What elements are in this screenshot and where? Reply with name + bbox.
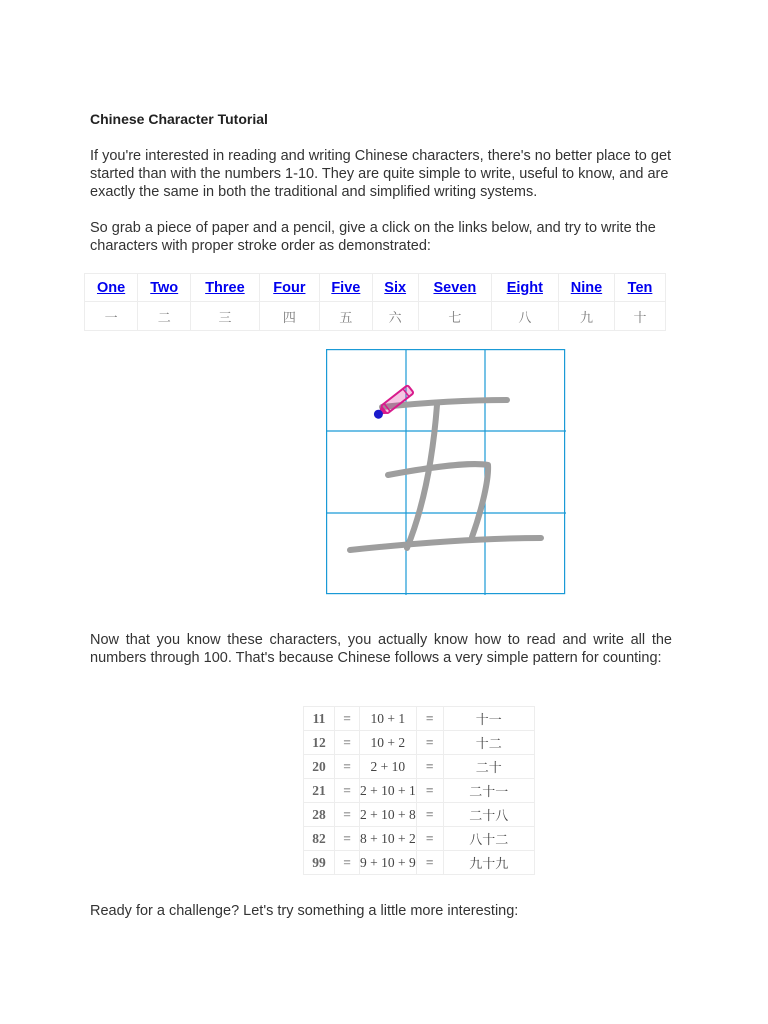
counting-number: 20 [304, 755, 335, 779]
counting-expression: 10 + 1 [360, 707, 417, 731]
counting-equals-sign: = [335, 755, 360, 779]
counting-equals-sign: = [335, 851, 360, 875]
char-six: 六 [372, 302, 418, 331]
counting-equals-sign: = [416, 851, 443, 875]
counting-row [304, 803, 535, 827]
grid-border [327, 350, 565, 594]
numbers-table [84, 273, 666, 331]
char-eight: 八 [491, 302, 558, 331]
counting-chinese-number: 二十 [443, 755, 534, 779]
counting-expression: 2 + 10 + 1 [360, 779, 417, 803]
counting-equals-sign: = [335, 731, 360, 755]
stroke-hook [388, 464, 488, 537]
link-seven[interactable]: Seven [433, 279, 477, 296]
counting-row [304, 755, 535, 779]
stroke-order-demo [326, 349, 566, 595]
counting-chinese-number: 十一 [443, 707, 534, 731]
link-eight[interactable]: Eight [506, 279, 543, 296]
char-four: 四 [259, 302, 319, 331]
counting-expression: 9 + 10 + 9 [360, 851, 417, 875]
counting-expression: 10 + 2 [360, 731, 417, 755]
counting-number: 11 [304, 707, 335, 731]
link-two[interactable]: Two [150, 279, 179, 296]
counting-equals-sign: = [335, 827, 360, 851]
char-ten: 十 [615, 302, 666, 331]
counting-chinese-number: 二十一 [443, 779, 534, 803]
counting-row [304, 827, 535, 851]
stroke-bottom-horizontal [350, 538, 541, 550]
counting-equals-sign: = [335, 803, 360, 827]
counting-equals-sign: = [416, 731, 443, 755]
intro-paragraph: If you're interested in reading and writing Chinese characters, there's no better place to get started than with the numbers 1-10. They are quite simple to write, useful to know, and are exactly the same in both the traditional and simplified writing systems. [90, 148, 672, 200]
link-six[interactable]: Six [384, 279, 407, 296]
counting-equals-sign: = [416, 755, 443, 779]
char-three: 三 [191, 302, 259, 331]
char-five: 五 [320, 302, 372, 331]
counting-equals-sign: = [416, 707, 443, 731]
pencil-body [381, 385, 414, 414]
counting-chinese-number: 十二 [443, 731, 534, 755]
counting-row [304, 731, 535, 755]
challenge-paragraph: Ready for a challenge? Let's try something a little more interesting: [90, 903, 519, 919]
link-three[interactable]: Three [205, 279, 245, 296]
link-nine[interactable]: Nine [570, 279, 603, 296]
counting-expression: 2 + 10 [360, 755, 417, 779]
counting-row [304, 851, 535, 875]
counting-equals-sign: = [416, 827, 443, 851]
counting-number: 21 [304, 779, 335, 803]
counting-row [304, 779, 535, 803]
link-five[interactable]: Five [331, 279, 361, 296]
counting-chinese-number: 八十二 [443, 827, 534, 851]
number-links-row [85, 274, 666, 302]
counting-row [304, 707, 535, 731]
stroke-vertical [407, 405, 437, 548]
counting-table [303, 706, 535, 875]
char-nine: 九 [558, 302, 614, 331]
counting-number: 82 [304, 827, 335, 851]
instructions-paragraph: So grab a piece of paper and a pencil, give a click on the links below, and try to write the characters with proper stroke order as demonstrated: [90, 220, 656, 254]
counting-expression: 8 + 10 + 2 [360, 827, 417, 851]
link-one[interactable]: One [96, 279, 126, 296]
char-seven: 七 [418, 302, 491, 331]
counting-number: 99 [304, 851, 335, 875]
counting-equals-sign: = [416, 779, 443, 803]
link-four[interactable]: Four [273, 279, 306, 296]
page-title: Chinese Character Tutorial [90, 111, 268, 127]
counting-chinese-number: 二十八 [443, 803, 534, 827]
counting-equals-sign: = [416, 803, 443, 827]
char-one: 一 [85, 302, 138, 331]
link-ten[interactable]: Ten [627, 279, 653, 296]
counting-equals-sign: = [335, 707, 360, 731]
counting-expression: 2 + 10 + 8 [360, 803, 417, 827]
counting-number: 28 [304, 803, 335, 827]
counting-number: 12 [304, 731, 335, 755]
character-five-stroke-animation [326, 349, 566, 595]
counting-chinese-number: 九十九 [443, 851, 534, 875]
counting-paragraph: Now that you know these characters, you actually know how to read and write all the numbers through 100. That's because Chinese follows a very simple pattern for counting: [90, 632, 672, 666]
counting-equals-sign: = [335, 779, 360, 803]
number-chars-row [85, 302, 666, 331]
char-two: 二 [138, 302, 191, 331]
